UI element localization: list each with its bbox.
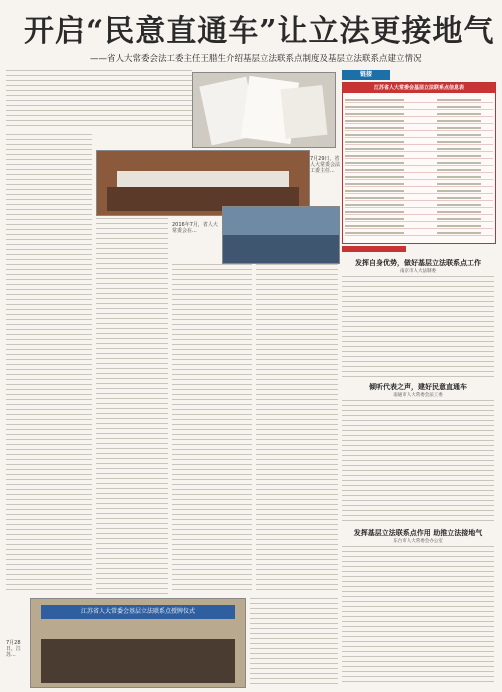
table-row <box>345 188 493 194</box>
table-row <box>345 195 493 201</box>
section-1-author: 南京市人大法制委 <box>400 269 436 274</box>
section-1-bar <box>342 246 406 252</box>
table-row <box>345 153 493 159</box>
people-row <box>41 639 235 683</box>
table-row <box>345 216 493 222</box>
section-1-heading: 发挥自身优势，做好基层立法联系点工作 <box>355 259 481 267</box>
section-3-heading: 发挥基层立法联系点作用 助推立法接地气 <box>353 529 483 537</box>
contact-table <box>342 82 496 244</box>
table-row <box>345 202 493 208</box>
table-row <box>345 209 493 215</box>
table-row <box>345 97 493 103</box>
table-row <box>345 174 493 180</box>
ceremony-photo <box>30 598 246 688</box>
table-row <box>345 118 493 124</box>
table-row <box>345 139 493 145</box>
intro-text <box>6 70 192 130</box>
table-row <box>345 104 493 110</box>
documents-photo <box>192 72 336 148</box>
banner: 江苏省人大常委会基层立法联系点授牌仪式 <box>41 605 235 619</box>
document-sheet <box>281 85 328 139</box>
table-row <box>345 160 493 166</box>
bottom-photo-caption: 7月28日，江苏... <box>6 640 22 658</box>
table-row <box>345 167 493 173</box>
headline-subtitle: ——省人大常委会法工委主任王腊生介绍基层立法联系点制度及基层立法联系点建立情况 <box>90 54 422 64</box>
table-row <box>345 181 493 187</box>
column-5-text <box>250 598 338 686</box>
section-2-author: 南通市人大常委会法工委 <box>393 393 443 398</box>
session-room <box>223 235 339 263</box>
table-row <box>345 111 493 117</box>
column-1-text <box>6 134 92 594</box>
section-2-heading: 倾听代表之声，建好民意直通车 <box>369 383 467 391</box>
table-row <box>345 132 493 138</box>
column-3-text <box>172 264 252 594</box>
mid-photo-caption: 2016年7月，省人大常委会在... <box>172 222 218 234</box>
table-row <box>345 125 493 131</box>
session-photo <box>222 206 340 264</box>
section-3-text <box>342 546 494 686</box>
table-row <box>345 146 493 152</box>
section-2-text <box>342 400 494 524</box>
link-label: 链接 <box>342 70 390 80</box>
contact-table-title: 江苏省人大常委会基层立法联系点信息表 <box>343 83 495 93</box>
headline-title: 开启“民意直通车”让立法更接地气 <box>24 14 495 49</box>
right-photo-caption: 7月29日，省人大常委会法工委主任... <box>310 156 341 174</box>
table-row <box>345 230 493 236</box>
table-row <box>345 223 493 229</box>
column-4-text <box>256 264 338 594</box>
column-2-text <box>96 218 168 594</box>
section-3-author: 东台市人大常委会办公室 <box>393 539 443 544</box>
section-1-text <box>342 276 494 378</box>
